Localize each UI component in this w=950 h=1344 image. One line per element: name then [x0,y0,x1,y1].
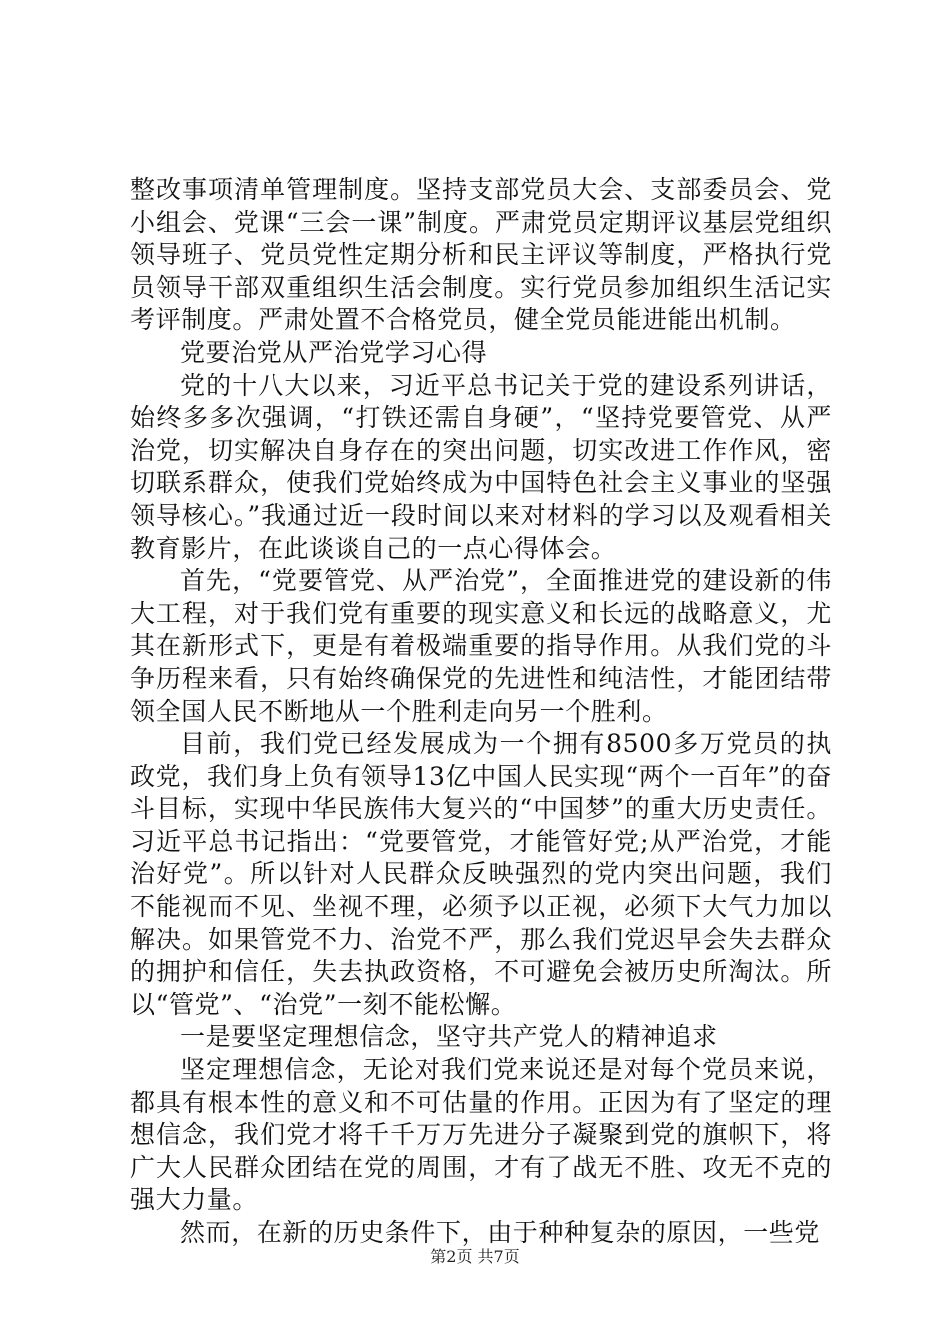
section-heading: 党要治党从严治党学习心得 [180,337,488,367]
paragraph-7: 坚定理想信念，无论对我们党来说还是对每个党员来说，都具有根本性的意义和不可估量的作用。正因为有了坚定的理想信念，我们党才将千千万万先进分子凝聚到党的旗帜下，将广大人民群众团结在党的周围，才有了战无不胜、攻无不克的强大力量。 [130,1055,832,1215]
paragraph-8: 然而，在新的历史条件下，由于种种复杂的原因，一些党 [180,1218,821,1247]
paragraph-1: 整改事项清单管理制度。坚持支部党员大会、支部委员会、党小组会、党课“三会一课”制度。严肃党员定期评议基层党组织领导班子、党员党性定期分析和民主评议等制度，严格执行党员领导干部双重组织生活会制度。实行党员参加组织生活记实考评制度。严肃处置不合格党员，健全党员能进能出机制。 [130,175,832,335]
document-body [130,174,832,1250]
paragraph-3: 党的十八大以来，习近平总书记关于党的建设系列讲话，始终多多次强调，“打铁还需自身硬”，“坚持党要管党、从严治党，切实解决自身存在的突出问题，切实改进工作作风，密切联系群众，使我们党始终成为中国特色社会主义事业的坚强领导核心。”我通过近一段时间以来对材料的学习以及观看相关教育影片，在此谈谈自己的一点心得体会。 [130,370,832,563]
subheading-ideals: 一是要坚定理想信念，坚守共产党人的精神追求 [180,1022,718,1052]
page-number-footer: 第2页 共7页 [430,1247,520,1266]
paragraph-4: 首先，“党要管党、从严治党”，全面推进党的建设新的伟大工程，对于我们党有重要的现实意义和长远的战略意义，尤其在新形式下，更是有着极端重要的指导作用。从我们党的斗争历程来看，只有始终确保党的先进性和纯洁性，才能团结带领全国人民不断地从一个胜利走向另一个胜利。 [130,566,832,726]
paragraph-5: 目前，我们党已经发展成为一个拥有8500多万党员的执政党，我们身上负有领导13亿中国人民实现“两个一百年”的奋斗目标，实现中华民族伟大复兴的“中国梦”的重大历史责任。习近平总书记指出：“党要管党，才能管好党;从严治党，才能治好党”。所以针对人民群众反映强烈的党内突出问题，我们不能视而不见、坐视不理，必须予以正视，必须下大气力加以解决。如果管党不力、治党不严，那么我们党迟早会失去群众的拥护和信任，失去执政资格，不可避免会被历史所淘汰。所以“管党”、“治党”一刻不能松懈。 [130,729,832,1019]
